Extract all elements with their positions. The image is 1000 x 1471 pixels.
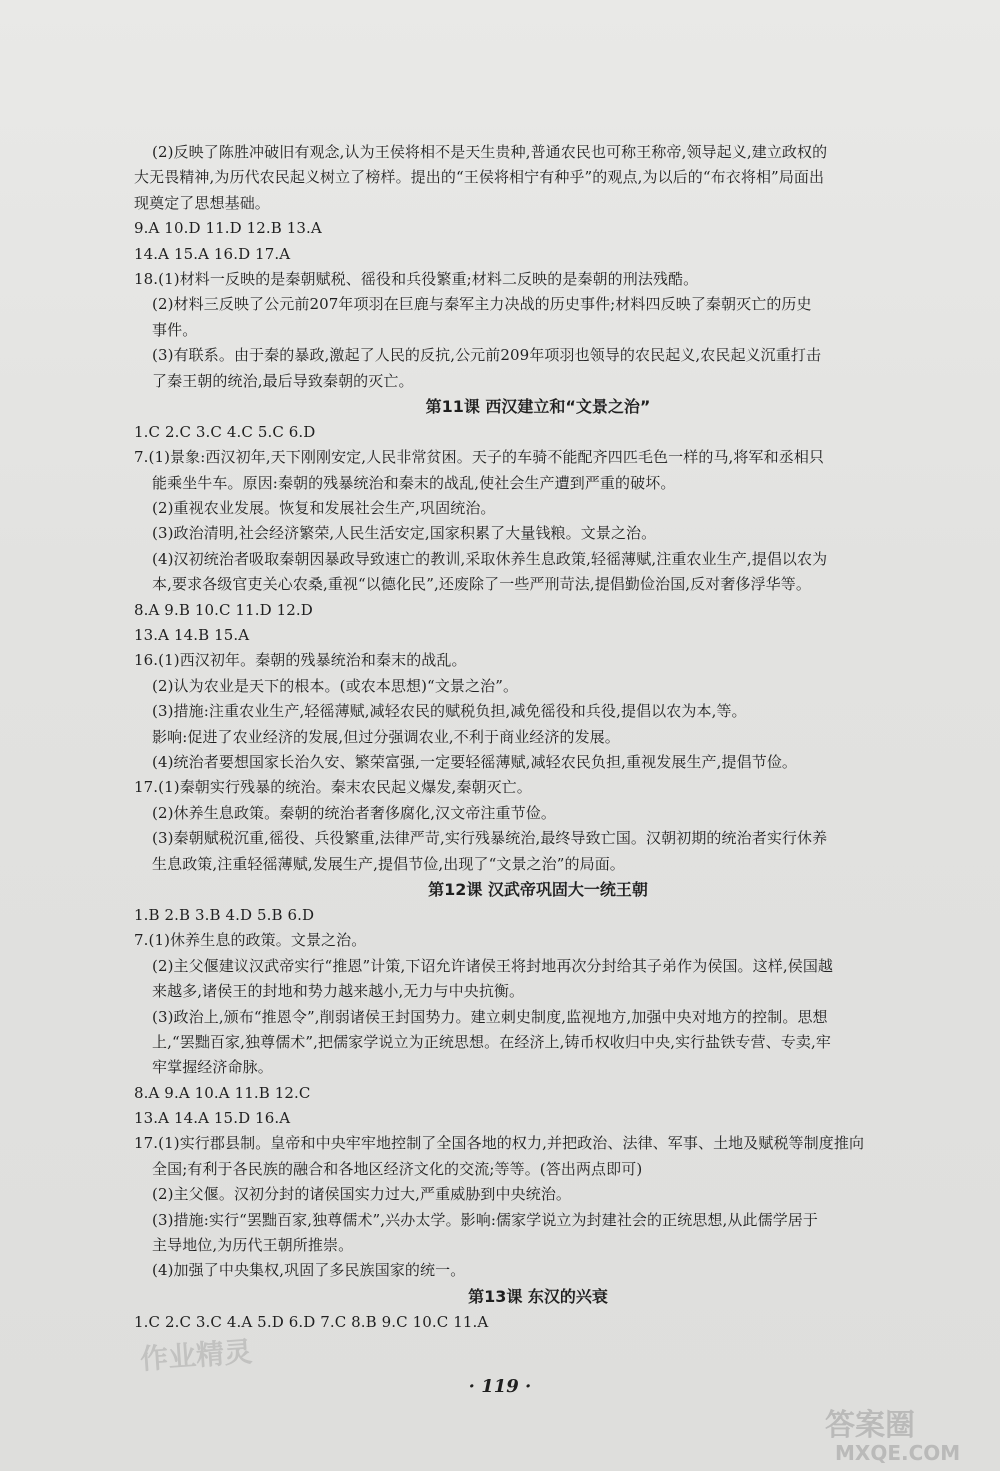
answer-key-text [134, 140, 942, 1335]
answer-line: 14.A 15.A 16.D 17.A [134, 244, 291, 263]
answer-line: (2)反映了陈胜冲破旧有观念,认为王侯将相不是天生贵种,普通农民也可称王称帝,领导起义,建立政权的 [152, 143, 828, 161]
answer-line: 8.A 9.B 10.C 11.D 12.D [134, 600, 313, 619]
answer-line: 影响:促进了农业经济的发展,但过分强调农业,不利于商业经济的发展。 [152, 727, 620, 746]
answer-line: 能乘坐牛车。原因:秦朝的残暴统治和秦末的战乱,使社会生产遭到严重的破坏。 [152, 473, 676, 492]
answer-line: (3)秦朝赋税沉重,徭役、兵役繁重,法律严苛,实行残暴统治,最终导致亡国。汉朝初期的统治者实行休养 [152, 829, 828, 848]
answer-line: (2)认为农业是天下的根本。(或农本思想)“文景之治”。 [152, 676, 519, 695]
lesson-heading: 第12课 汉武帝巩固大一统王朝 [428, 879, 648, 899]
answer-line: 来越多,诸侯王的封地和势力越来越小,无力与中央抗衡。 [152, 982, 525, 1001]
answer-line: (4)加强了中央集权,巩固了多民族国家的统一。 [152, 1261, 466, 1280]
answer-line: (3)措施:实行“罢黜百家,独尊儒术”,兴办太学。影响:儒家学说立为封建社会的正统思想,从此儒学居于 [152, 1210, 818, 1229]
answer-line: (3)政治上,颁布“推恩令”,削弱诸侯王封国势力。建立刺史制度,监视地方,加强中央对地方的控制。思想 [152, 1007, 828, 1026]
lesson-heading: 第11课 西汉建立和“文景之治” [425, 396, 651, 416]
answer-line: 全国;有利于各民族的融合和各地区经济文化的交流;等等。(答出两点即可) [152, 1159, 643, 1178]
answer-line: (2)主父偃建议汉武帝实行“推恩”计策,下诏允许诸侯王将封地再次分封给其子弟作为侯国。这样,侯国越 [152, 956, 834, 975]
answer-line: 1.C 2.C 3.C 4.A 5.D 6.D 7.C 8.B 9.C 10.C 11.A [134, 1312, 489, 1331]
answer-line: 牢掌握经济命脉。 [152, 1058, 273, 1077]
answer-line: 13.A 14.A 15.D 16.A [134, 1109, 291, 1128]
answer-line: 生息政策,注重轻徭薄赋,发展生产,提倡节俭,出现了“文景之治”的局面。 [152, 854, 625, 873]
answer-line: (2)材料三反映了公元前207年项羽在巨鹿与秦军主力决战的历史事件;材料四反映了秦朝灭亡的历史 [152, 295, 812, 314]
svg-text:MXQE.COM: MXQE.COM [835, 1441, 961, 1465]
answer-line: 8.A 9.A 10.A 11.B 12.C [134, 1083, 311, 1102]
answer-line: 7.(1)景象:西汉初年,天下刚刚安定,人民非常贫困。天子的车骑不能配齐四匹毛色一样的马,将军和丞相只 [134, 448, 825, 467]
answer-line: 13.A 14.B 15.A [134, 626, 250, 645]
answer-line: (3)政治清明,社会经济繁荣,人民生活安定,国家积累了大量钱粮。文景之治。 [152, 524, 657, 543]
answer-line: (4)统治者要想国家长治久安、繁荣富强,一定要轻徭薄赋,减轻农民负担,重视发展生产,提倡节俭。 [152, 752, 798, 771]
answer-line: 了秦王朝的统治,最后导致秦朝的灭亡。 [152, 371, 414, 390]
answer-line: 1.B 2.B 3.B 4.D 5.B 6.D [134, 905, 315, 924]
answer-line: 17.(1)秦朝实行残暴的统治。秦末农民起义爆发,秦朝灭亡。 [134, 778, 532, 797]
answer-line: 16.(1)西汉初年。秦朝的残暴统治和秦末的战乱。 [134, 651, 467, 670]
page-number: · 119 · [468, 1376, 532, 1397]
answer-line: (3)有联系。由于秦的暴政,激起了人民的反抗,公元前209年项羽也领导的农民起义,农民起义沉重打击 [152, 346, 822, 365]
answer-line: 17.(1)实行郡县制。皇帝和中央牢牢地控制了全国各地的权力,并把政治、法律、军事、土地及赋税等制度推向 [134, 1134, 865, 1153]
answer-line: 大无畏精神,为历代农民起义树立了榜样。提出的“王侯将相宁有种乎”的观点,为以后的“布衣将相”局面出 [134, 168, 825, 187]
svg-text:答案圈: 答案圈 [825, 1408, 915, 1443]
answer-line: 1.C 2.C 3.C 4.C 5.C 6.D [134, 422, 316, 441]
answer-line: (3)措施:注重农业生产,轻徭薄赋,减轻农民的赋税负担,减免徭役和兵役,提倡以农为本,等。 [152, 702, 747, 721]
answer-line: 18.(1)材料一反映的是秦朝赋税、徭役和兵役繁重;材料二反映的是秦朝的刑法残酷。 [134, 269, 699, 288]
answer-line: (4)汉初统治者吸取秦朝因暴政导致速亡的教训,采取休养生息政策,轻徭薄赋,注重农业生产,提倡以农为 [152, 549, 828, 568]
answer-line: 7.(1)休养生息的政策。文景之治。 [134, 931, 367, 950]
answer-line: (2)重视农业发展。恢复和发展社会生产,巩固统治。 [152, 499, 496, 518]
answer-line: (2)休养生息政策。秦朝的统治者奢侈腐化,汉文帝注重节俭。 [152, 803, 556, 822]
answer-line: 本,要求各级官吏关心农桑,重视“以德化民”,还废除了一些严刑苛法,提倡勤俭治国,反对奢侈浮华等。 [152, 575, 811, 594]
answer-line: 事件。 [152, 320, 198, 339]
lesson-heading: 第13课 东汉的兴衰 [468, 1286, 608, 1306]
answer-line: 上,“罢黜百家,独尊儒术”,把儒家学说立为正统思想。在经济上,铸币权收归中央,实行盐铁专营、专卖,牢 [152, 1032, 831, 1051]
answer-line: (2)主父偃。汉初分封的诸侯国实力过大,严重威胁到中央统治。 [152, 1185, 572, 1204]
watermark-text: 作业精灵 [139, 1335, 254, 1376]
answer-line: 9.A 10.D 11.D 12.B 13.A [134, 219, 322, 238]
watermark-logo [815, 1405, 985, 1465]
answer-line: 主导地位,为历代王朝所推崇。 [152, 1236, 354, 1255]
answer-line: 现奠定了思想基础。 [134, 193, 270, 212]
